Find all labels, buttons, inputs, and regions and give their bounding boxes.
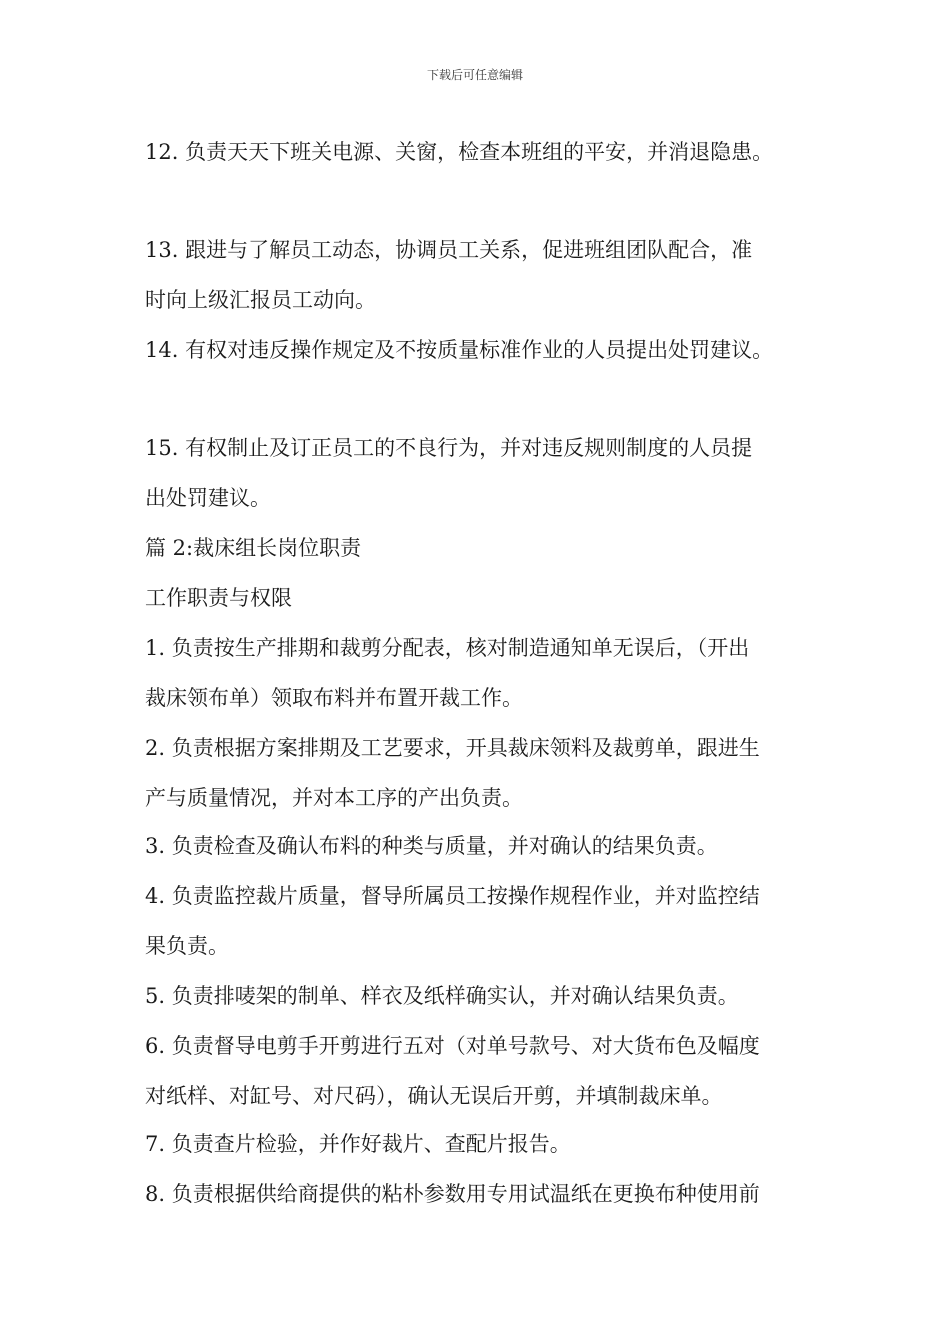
- text-line-12: 12. 负责天天下班关电源、关窗，检查本班组的平安，并消退隐患。: [145, 140, 774, 164]
- text-line-5: 5. 负责排唛架的制单、样衣及纸样确实认，并对确认结果负责。: [145, 984, 739, 1008]
- text-line-6-cont: 对纸样、对缸号、对尺码），确认无误后开剪，并填制裁床单。: [145, 1084, 723, 1108]
- text-line-4: 4. 负责监控裁片质量，督导所属员工按操作规程作业，并对监控结: [145, 884, 760, 908]
- text-line-1-cont: 裁床领布单）领取布料并布置开裁工作。: [145, 686, 523, 710]
- subsection-title: 工作职责与权限: [145, 586, 292, 610]
- text-line-13: 13. 跟进与了解员工动态，协调员工关系，促进班组团队配合，准: [145, 238, 753, 262]
- text-line-2-cont: 产与质量情况，并对本工序的产出负责。: [145, 786, 523, 810]
- text-line-1: 1. 负责按生产排期和裁剪分配表，核对制造通知单无误后，（开出: [145, 636, 750, 660]
- text-line-4-cont: 果负责。: [145, 934, 229, 958]
- text-line-3: 3. 负责检查及确认布料的种类与质量，并对确认的结果负责。: [145, 834, 718, 858]
- text-line-13-cont: 时向上级汇报员工动向。: [145, 288, 376, 312]
- text-line-6: 6. 负责督导电剪手开剪进行五对（对单号款号、对大货布色及幅度: [145, 1034, 760, 1058]
- text-line-2: 2. 负责根据方案排期及工艺要求，开具裁床领料及裁剪单，跟进生: [145, 736, 760, 760]
- page-header: 下载后可任意编辑: [426, 68, 523, 82]
- text-line-15-cont: 出处罚建议。: [145, 486, 271, 510]
- section-title: 篇 2:裁床组长岗位职责: [145, 536, 362, 560]
- text-line-8: 8. 负责根据供给商提供的粘朴参数用专用试温纸在更换布种使用前: [145, 1182, 760, 1206]
- text-line-15: 15. 有权制止及订正员工的不良行为，并对违反规则制度的人员提: [145, 436, 753, 460]
- text-line-14: 14. 有权对违反操作规定及不按质量标准作业的人员提出处罚建议。: [145, 338, 774, 362]
- text-line-7: 7. 负责查片检验，并作好裁片、查配片报告。: [145, 1132, 571, 1156]
